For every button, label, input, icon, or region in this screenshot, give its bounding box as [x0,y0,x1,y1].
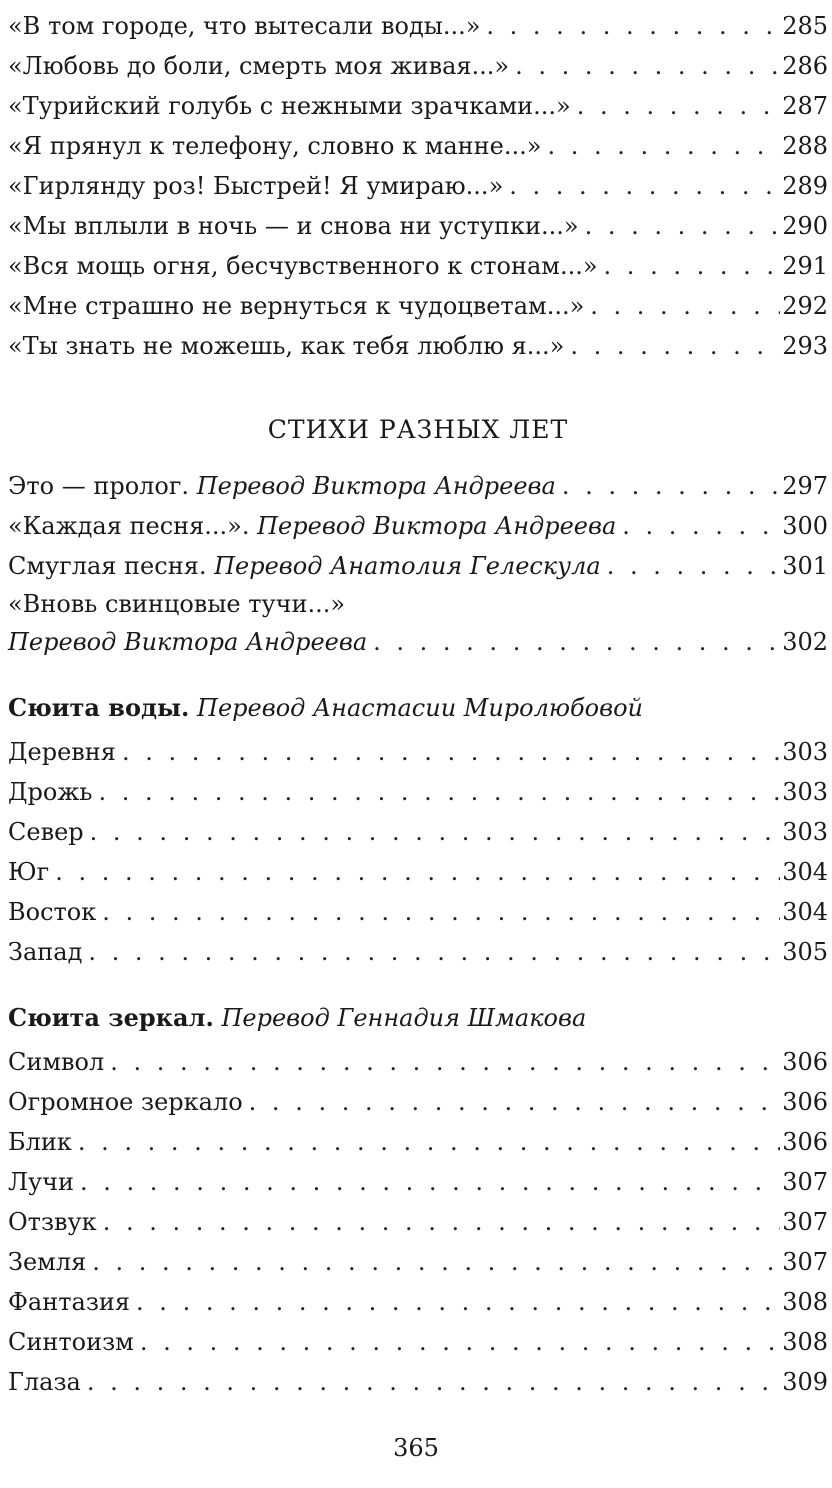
dot-leader [87,1362,780,1402]
dot-leader [136,1282,780,1322]
toc-entry [8,892,828,932]
entry-title: «Мы вплыли в ночь — и снова ни уступки...» [8,212,579,240]
suite-title: Сюита воды. [8,693,190,722]
entry-title: Восток [8,898,97,926]
dot-leader [90,812,781,852]
entry-page: 303 [782,778,828,806]
toc-entry [8,852,828,892]
entry-title: Это — пролог. [8,472,190,500]
toc-entry [8,812,828,852]
entry-translator: Перевод Анатолия Гелескула [214,552,601,580]
toc-entry [8,46,828,86]
entry-page: 291 [782,252,828,280]
toc-entry [8,1202,828,1242]
entry-title: Север [8,818,84,846]
entry-title: «Вся мощь огня, бесчувственного к стонам...» [8,252,598,280]
toc-entry [8,772,828,812]
entry-page: 289 [782,172,828,200]
toc-entry [8,326,828,366]
toc-entry [8,1042,828,1082]
dot-leader [486,6,780,46]
entry-title: Синтоизм [8,1328,134,1356]
toc-entry [8,1162,828,1202]
entry-page: 297 [782,472,828,500]
toc-entry [8,932,828,972]
entry-page: 301 [782,552,828,580]
section-heading: СТИХИ РАЗНЫХ ЛЕТ [267,415,569,444]
entry-page: 303 [782,738,828,766]
entry-title: «Ты знать не можешь, как тебя люблю я...» [8,332,565,360]
entry-page: 302 [782,628,828,656]
toc-page [8,6,828,1402]
toc-entry [8,732,828,772]
entry-page: 303 [782,818,828,846]
toc-entry [8,1082,828,1122]
entry-title: «Турийский голубь с нежными зрачками...» [8,92,571,120]
toc-entry [8,1282,828,1322]
entry-title: Запад [8,938,83,966]
entry-title: Смуглая песня. [8,552,207,580]
entry-title-group [8,466,556,506]
entry-page: 307 [782,1248,828,1276]
split-entry-title: «Вновь свинцовые тучи...» [8,590,346,618]
toc-entry [8,1322,828,1362]
entry-title-group [8,546,601,586]
dot-leader [547,126,780,166]
dot-leader [622,506,780,546]
dot-leader [249,1082,781,1122]
entry-title: «Я прянул к телефону, словно к манне...» [8,132,542,160]
toc-top-list [8,6,828,366]
entry-title-group [8,506,616,546]
entry-page: 287 [782,92,828,120]
entry-title: Земля [8,1248,87,1276]
entry-page: 288 [782,132,828,160]
toc-entry [8,466,828,506]
entry-title: «Каждая песня...». [8,512,250,540]
toc-entry [8,506,828,546]
entry-page: 285 [782,12,828,40]
suite-mirrors-list [8,1042,828,1402]
dot-leader [92,1242,780,1282]
entry-page: 286 [782,52,828,80]
dot-leader [373,622,780,662]
toc-entry [8,1362,828,1402]
suite-title: Сюита зеркал. [8,1003,214,1032]
entry-title: Дрожь [8,778,93,806]
dot-leader [88,932,780,972]
dot-leader [55,852,780,892]
toc-entry [8,286,828,326]
toc-entry [8,546,828,586]
toc-entry [8,246,828,286]
entry-page: 304 [782,898,828,926]
entry-translator: Перевод Виктора Андреева [8,628,368,656]
dot-leader [509,166,780,206]
entry-page: 292 [782,292,828,320]
suite-water-heading [8,688,828,728]
entry-title: Глаза [8,1368,81,1396]
suite-water-list [8,732,828,972]
dot-leader [103,1202,781,1242]
entry-title: Лучи [8,1168,75,1196]
entry-page: 308 [782,1328,828,1356]
dot-leader [570,326,780,366]
dot-leader [577,86,781,126]
entry-page: 306 [782,1048,828,1076]
dot-leader [102,892,780,932]
entry-page: 309 [782,1368,828,1396]
toc-entry [8,206,828,246]
entry-page: 307 [782,1168,828,1196]
dot-leader [140,1322,780,1362]
dot-leader [607,546,781,586]
entry-page: 305 [782,938,828,966]
entry-page: 306 [782,1088,828,1116]
dot-leader [78,1122,780,1162]
entry-page: 300 [782,512,828,540]
entry-page: 306 [782,1128,828,1156]
entry-translator: Перевод Виктора Андреева [196,472,556,500]
dot-leader [562,466,780,506]
toc-entry [8,6,828,46]
toc-entry [8,86,828,126]
entry-title: Юг [8,858,50,886]
suite-translator: Перевод Анастасии Миролюбовой [197,694,643,722]
toc-entry [8,166,828,206]
suite-mirrors-heading [8,998,828,1038]
entry-title: «Любовь до боли, смерть моя живая...» [8,52,510,80]
dot-leader [98,772,780,812]
entry-page: 304 [782,858,828,886]
toc-entry [8,1242,828,1282]
dot-leader [590,286,780,326]
dot-leader [585,206,781,246]
entry-title: «Мне страшно не вернуться к чудоцветам...» [8,292,585,320]
entry-title: Фантазия [8,1288,131,1316]
page-number: 365 [393,1434,439,1462]
entry-title: Деревня [8,738,116,766]
toc-entry [8,1122,828,1162]
entry-title: «Гирлянду роз! Быстрей! Я умираю...» [8,172,504,200]
entry-title: Символ [8,1048,105,1076]
dot-leader [122,732,780,772]
entry-title: Огромное зеркало [8,1088,243,1116]
dot-leader [110,1042,780,1082]
dot-leader [515,46,780,86]
entry-title: «В том городе, что вытесали воды...» [8,12,481,40]
section-list [8,466,828,662]
entry-title: Блик [8,1128,72,1156]
entry-translator: Перевод Виктора Андреева [257,512,617,540]
suite-translator: Перевод Геннадия Шмакова [221,1004,587,1032]
dot-leader [80,1162,780,1202]
entry-page: 307 [782,1208,828,1236]
entry-page: 293 [782,332,828,360]
toc-entry [8,126,828,166]
entry-title: Отзвук [8,1208,97,1236]
toc-entry [8,622,828,662]
entry-page: 290 [782,212,828,240]
dot-leader [604,246,781,286]
entry-page: 308 [782,1288,828,1316]
